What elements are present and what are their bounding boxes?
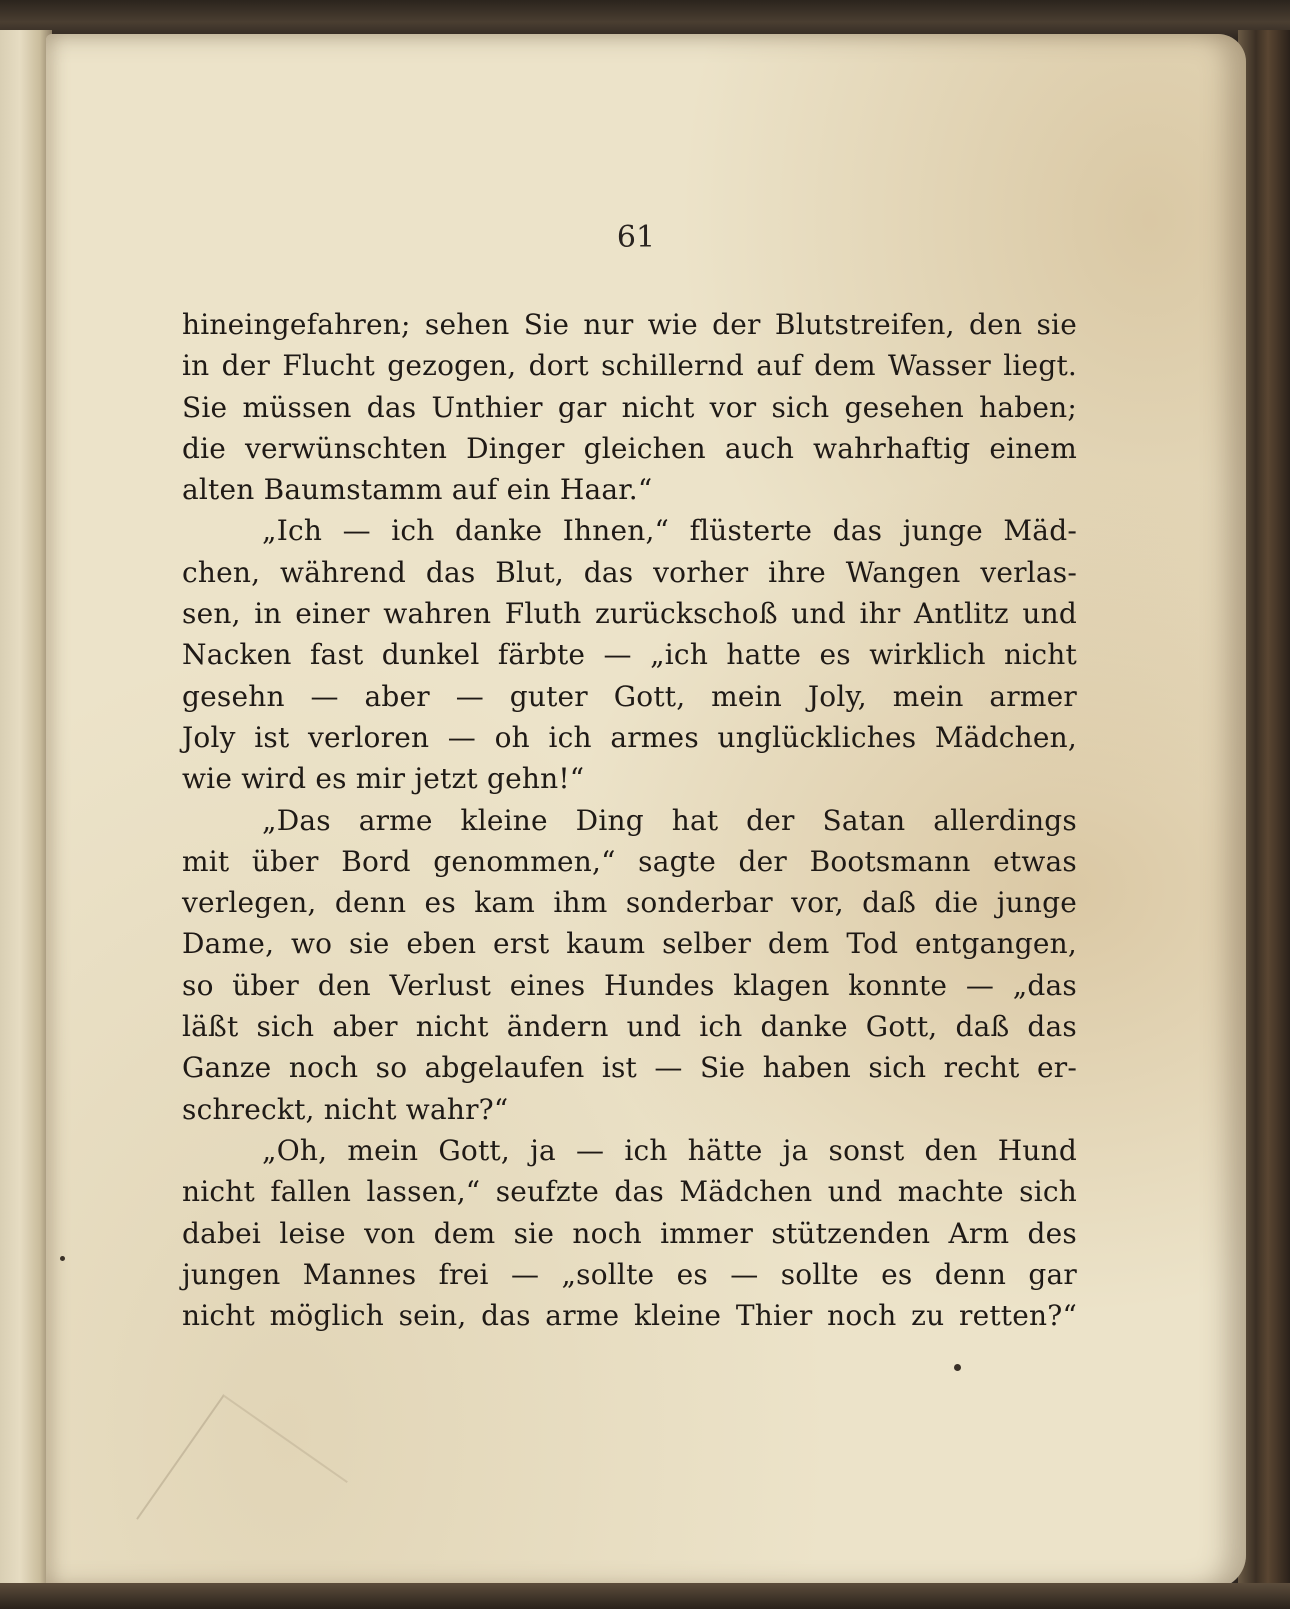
paper-crease bbox=[136, 1394, 348, 1606]
ink-speck bbox=[60, 1256, 65, 1261]
previous-page-edge bbox=[0, 30, 52, 1590]
text-line: die verwünschten Dinger gleichen auch wahrhaftig einem bbox=[182, 431, 1077, 465]
page-paper bbox=[46, 34, 1246, 1589]
text-line: „Ich — ich danke Ihnen,“ flüsterte das junge Mäd- bbox=[262, 514, 1077, 548]
ink-speck bbox=[954, 1364, 961, 1371]
text-line: „Das arme kleine Ding hat der Satan allerdings bbox=[262, 803, 1077, 837]
text-line: jungen Mannes frei — „sollte es — sollte es denn gar bbox=[182, 1257, 1077, 1291]
text-line: „Oh, mein Gott, ja — ich hätte ja sonst den Hund bbox=[262, 1133, 1077, 1167]
text-line: nicht möglich sein, das arme kleine Thier noch zu retten?“ bbox=[182, 1299, 1077, 1333]
text-line: in der Flucht gezogen, dort schillernd auf dem Wasser liegt. bbox=[182, 349, 1077, 383]
text-line: wie wird es mir jetzt gehn!“ bbox=[182, 762, 585, 796]
page-number: 61 bbox=[616, 220, 656, 255]
text-line: Nacken fast dunkel färbte — „ich hatte es wirklich nicht bbox=[182, 638, 1077, 672]
text-line: verlegen, denn es kam ihm sonderbar vor, daß die junge bbox=[182, 886, 1077, 920]
text-line: schreckt, nicht wahr?“ bbox=[182, 1092, 509, 1126]
text-line: Ganze noch so abgelaufen ist — Sie haben sich recht er- bbox=[182, 1051, 1077, 1085]
text-line: dabei leise von dem sie noch immer stützenden Arm des bbox=[182, 1216, 1077, 1250]
text-line: sen, in einer wahren Fluth zurückschoß und ihr Antlitz und bbox=[182, 597, 1077, 631]
text-line: Dame, wo sie eben erst kaum selber dem Tod entgangen, bbox=[182, 927, 1077, 961]
text-line: so über den Verlust eines Hundes klagen konnte — „das bbox=[182, 968, 1077, 1002]
text-line: läßt sich aber nicht ändern und ich danke Gott, daß das bbox=[182, 1010, 1077, 1044]
text-line: Sie müssen das Unthier gar nicht vor sich gesehen haben; bbox=[182, 390, 1077, 424]
scan-bottom-border bbox=[0, 1583, 1290, 1609]
text-line: gesehn — aber — guter Gott, mein Joly, mein armer bbox=[182, 679, 1077, 713]
text-line: nicht fallen lassen,“ seufzte das Mädchen und machte sich bbox=[182, 1175, 1077, 1209]
text-line: Joly ist verloren — oh ich armes unglückliches Mädchen, bbox=[182, 720, 1077, 754]
text-line: chen, während das Blut, das vorher ihre Wangen verlas- bbox=[182, 555, 1077, 589]
body-text bbox=[182, 304, 1077, 1336]
text-line: mit über Bord genommen,“ sagte der Bootsmann etwas bbox=[182, 844, 1077, 878]
text-line: hineingefahren; sehen Sie nur wie der Blutstreifen, den sie bbox=[182, 308, 1077, 341]
text-line: alten Baumstamm auf ein Haar.“ bbox=[182, 473, 653, 507]
